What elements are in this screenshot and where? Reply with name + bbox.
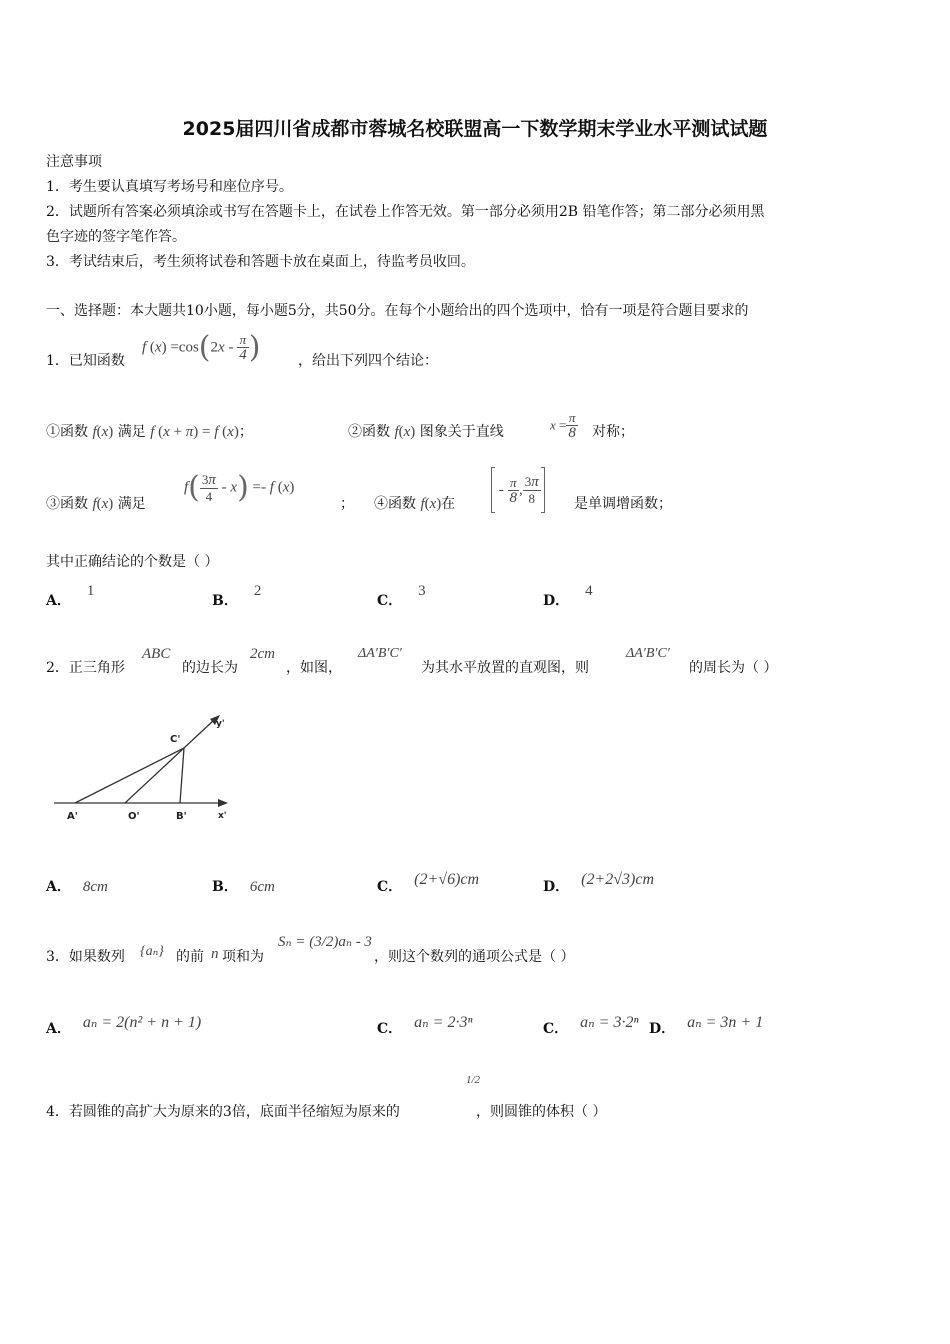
statement-4: ④函数 f(x)在 [374, 496, 456, 512]
triangle-abc: ABC [142, 646, 171, 662]
question-text: 项和为 [222, 949, 264, 965]
label-o: O' [128, 811, 140, 822]
side-c-b [180, 748, 184, 803]
question-text: 已知函数 [68, 353, 125, 369]
option-c[interactable]: C． (2+√6)cm [377, 871, 480, 895]
question-text: 为其水平放置的直观图，则 [421, 660, 589, 676]
section-heading: 一、选择题：本大题共10小题，每小题5分，共50分。在每个小题给出的四个选项中，恰有一项是符合题目要求的 [46, 303, 749, 319]
question-3: 3．如果数列 [46, 949, 125, 965]
question-4: 4．若圆锥的高扩大为原来的3倍，底面半径缩短为原来的 [46, 1104, 400, 1120]
triangle-prime: ΔA′B′C′ [626, 646, 670, 661]
notice-item: 2．试题所有答案必须填涂或书写在答题卡上，在试卷上作答无效。第一部分必须用2B 铅笔作答；第二部分必须用黑 [46, 204, 765, 220]
option-d[interactable]: D． (2+2√3)cm [543, 871, 655, 895]
question-text: ，给出下列四个结论： [298, 353, 438, 369]
page-title: 2025届四川省成都市蓉城名校联盟高一下数学期末学业水平测试试题 [182, 118, 768, 140]
interval: - $\frac{\pi}{8}$ , $\frac{3\pi}{8}$ [491, 467, 545, 513]
option-b[interactable]: C． aₙ = 2·3ⁿ [377, 1014, 473, 1037]
statement-3-end: ； [340, 496, 354, 512]
triangle-prime: ΔA′B′C′ [358, 646, 402, 661]
option-a[interactable]: A． aₙ = 2(n² + n + 1) [46, 1014, 202, 1037]
question-2: 2．正三角形 [46, 660, 125, 676]
statement-2-end: 对称； [592, 424, 634, 440]
y-axis [125, 720, 214, 803]
line-equation: x = $\frac{\pi}{8}$ [550, 410, 576, 441]
question-text: 的边长为 [182, 660, 238, 676]
side-length: 2cm [250, 646, 275, 662]
label-x: x' [218, 811, 227, 821]
option-c[interactable]: C． aₙ = 3·2ⁿ [543, 1014, 639, 1037]
option-d[interactable]: D． aₙ = 3n + 1 [649, 1014, 764, 1037]
question-text: ，则圆锥的体积（ ） [476, 1104, 607, 1120]
question-number: 1． [46, 353, 69, 369]
side-a-c [75, 748, 184, 803]
option-c[interactable]: C．3 [377, 583, 426, 609]
notice-item: 1．考生要认真填写考场号和座位序号。 [46, 179, 293, 195]
fraction-half: 1/2 [466, 1074, 481, 1086]
question-text: 的前 [176, 949, 204, 965]
notice-item: 3．考试结束后，考生须将试卷和答题卡放在桌面上，待监考员收回。 [46, 254, 475, 270]
variable-n: n [211, 946, 219, 962]
option-d[interactable]: D．4 [543, 583, 593, 609]
question-text: 的周长为（ ） [689, 660, 778, 676]
option-b[interactable]: B．2 [212, 583, 262, 609]
function-formula: f (x) =cos(2x - $\frac{\pi}{4}$ ) [142, 330, 261, 365]
label-y: y' [216, 719, 225, 729]
statement-3: ③函数 f(x) 满足 [46, 496, 146, 512]
notice-item: 色字迹的签字笔作答。 [46, 229, 186, 245]
sum-formula: Sₙ = (3/2)aₙ - 3 [278, 934, 372, 950]
question-text: ，则这个数列的通项公式是（ ） [374, 949, 575, 965]
option-b[interactable]: B． 6cm [212, 879, 275, 895]
question-text: ，如图， [286, 660, 342, 676]
question-ask: 其中正确结论的个数是（ ） [46, 554, 219, 570]
statement-3-formula: f( $\frac{3\pi}{4}$ - x) =- f (x) [184, 470, 295, 505]
notice-heading: 注意事项 [46, 154, 102, 170]
label-a: A' [67, 811, 78, 822]
label-b: B' [176, 811, 187, 822]
statement-4-end: 是单调增函数； [574, 496, 672, 512]
option-a[interactable]: A．1 [46, 583, 95, 609]
statement-1: ①函数 f(x) 满足 f (x + π) = f (x)； [46, 424, 253, 440]
question-1 [46, 351, 125, 371]
sequence: {aₙ} [140, 944, 164, 959]
statement-2: ②函数 f(x) 图象关于直线 [348, 424, 504, 440]
label-c: C' [170, 734, 181, 745]
oblique-diagram [50, 708, 240, 828]
option-a[interactable]: A． 8cm [46, 879, 108, 895]
x-axis-arrow [218, 799, 228, 807]
